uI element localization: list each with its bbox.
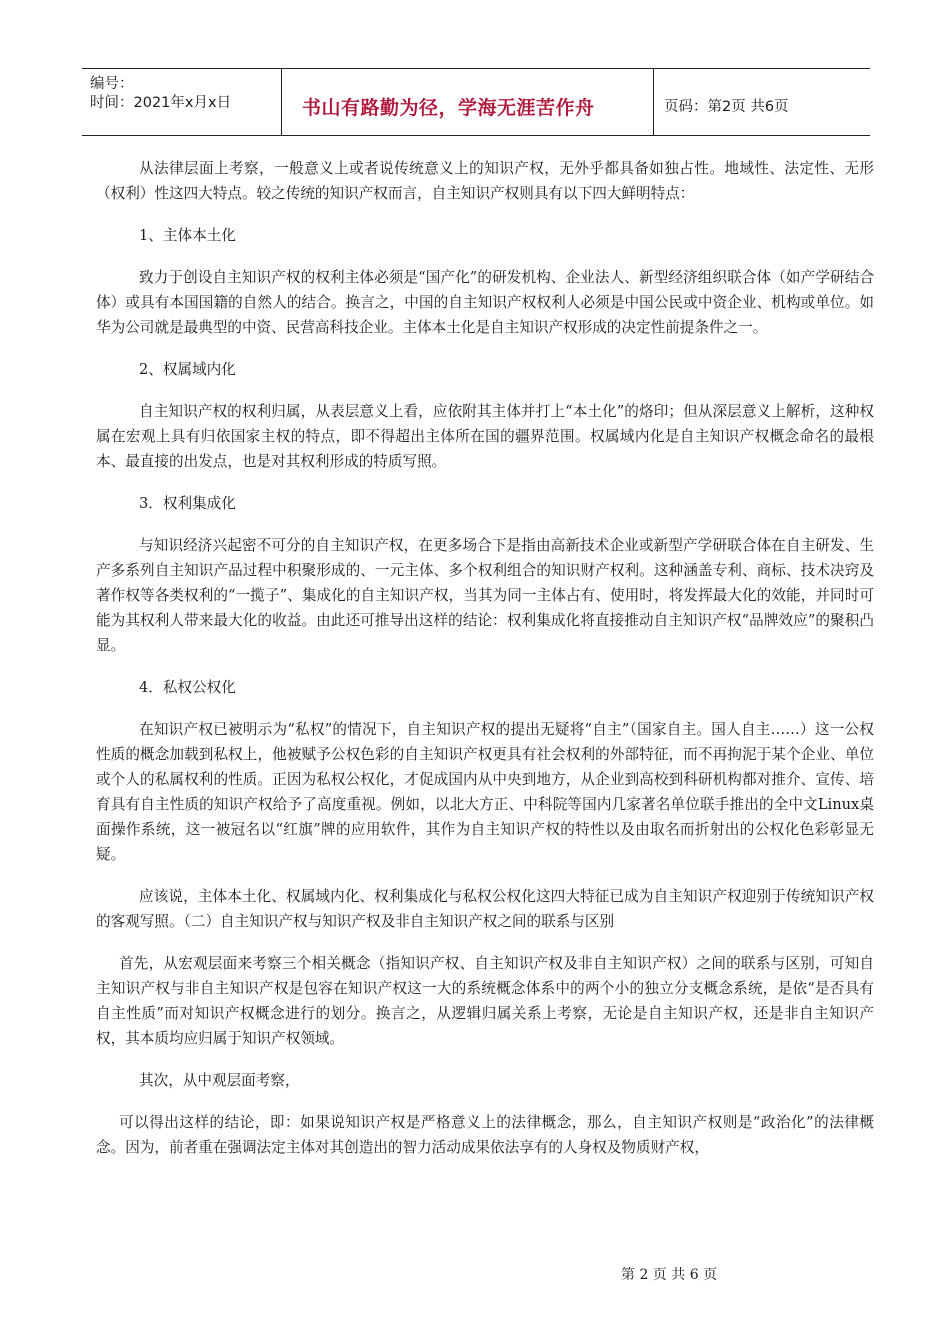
paragraph-section-2: 自主知识产权的权利归属，从表层意义上看，应依附其主体并打上“本土化”的烙印；但从深层意义上解析，这种权属在宏观上具有归依国家主权的特点，即不得超出主体所在国的疆界范围。权属域内化是自主知识产权概念命名的最根本、最直接的出发点，也是对其权利形成的特质写照。 [96,403,874,470]
section-heading-1: 1、主体本土化 [139,227,236,244]
header-slogan-cell [282,69,654,135]
header-page-cell [654,69,870,135]
page-footer: 第 2 页 共 6 页 [621,1267,718,1283]
document-time-label: 时间：2021年x月x日 [90,95,232,111]
paragraph-conclusion: 可以得出这样的结论，即：如果说知识产权是严格意义上的法律概念，那么，自主知识产权则是“政治化”的法律概念。因为，前者重在强调法定主体对其创造出的智力活动成果依法享有的人身权及物质财产权， [96,1114,874,1156]
section-heading-4: 4．私权公权化 [139,679,236,696]
header-page-code: 页码：第2页 共6页 [664,99,789,115]
paragraph-section-4: 在知识产权已被明示为“私权”的情况下，自主知识产权的提出无疑将“自主”（国家自主。国人自主……）这一公权性质的概念加载到私权上，他被赋予公权色彩的自主知识产权更具有社会权利的外部特征，而不再拘泥于某个企业、单位或个人的私属权利的性质。正因为私权公权化，才促成国内从中央到地方，从企业到高校到科研机构都对推介、宣传、培育具有自主性质的知识产权给予了高度重视。例如，以北大方正、中科院等国内几家著名单位联手推出的全中文Linux桌面操作系统，这一被冠名以“红旗”牌的应用软件，其作为自主知识产权的特性以及由取名而折射出的公权化色彩彰显无疑。 [96,721,874,863]
paragraph-meso-level: 其次，从中观层面考察， [139,1072,300,1089]
paragraph-summary: 应该说，主体本土化、权属域内化、权利集成化与私权公权化这四大特征已成为自主知识产权迎别于传统知识产权的客观写照。（二）自主知识产权与知识产权及非自主知识产权之间的联系与区别 [96,888,874,930]
document-number-label: 编号： [90,76,134,92]
document-body [96,156,874,1160]
paragraph-section-1: 致力于创设自主知识产权的权利主体必须是“国产化”的研发机构、企业法人、新型经济组织联合体（如产学研结合体）或具有本国国籍的自然人的结合。换言之，中国的自主知识产权权利人必须是中国公民或中资企业、机构或单位。如华为公司就是最典型的中资、民营高科技企业。主体本土化是自主知识产权形成的决定性前提条件之一。 [96,269,874,336]
header-meta-cell [82,69,282,135]
header-slogan: 书山有路勤为径，学海无涯苦作舟 [302,97,595,119]
section-heading-3: 3．权利集成化 [139,495,236,512]
paragraph-section-3: 与知识经济兴起密不可分的自主知识产权，在更多场合下是指由高新技术企业或新型产学研联合体在自主研发、生产多系列自主知识产品过程中积聚形成的、一元主体、多个权利组合的知识财产权利。这种涵盖专利、商标、技术决窍及著作权等各类权利的“一揽子”、集成化的自主知识产权，当其为同一主体占有、使用时，将发挥最大化的效能，并同时可能为其权利人带来最大化的收益。由此还可推导出这样的结论：权利集成化将直接推动自主知识产权“品牌效应”的聚积凸显。 [96,537,874,654]
page-header [82,68,870,136]
paragraph-intro: 从法律层面上考察，一般意义上或者说传统意义上的知识产权，无外乎都具备如独占性。地域性、法定性、无形（权利）性这四大特点。较之传统的知识产权而言，自主知识产权则具有以下四大鲜明特点： [96,160,874,202]
section-heading-2: 2、权属域内化 [139,361,236,378]
paragraph-macro-level: 首先，从宏观层面来考察三个相关概念（指知识产权、自主知识产权及非自主知识产权）之间的联系与区别，可知自主知识产权与非自主知识产权是包容在知识产权这一大的系统概念体系中的两个小的独立分支概念系统，是依“是否具有自主性质”而对知识产权概念进行的划分。换言之，从逻辑归属关系上考察，无论是自主知识产权，还是非自主知识产权，其本质均应归属于知识产权领域。 [96,955,874,1047]
